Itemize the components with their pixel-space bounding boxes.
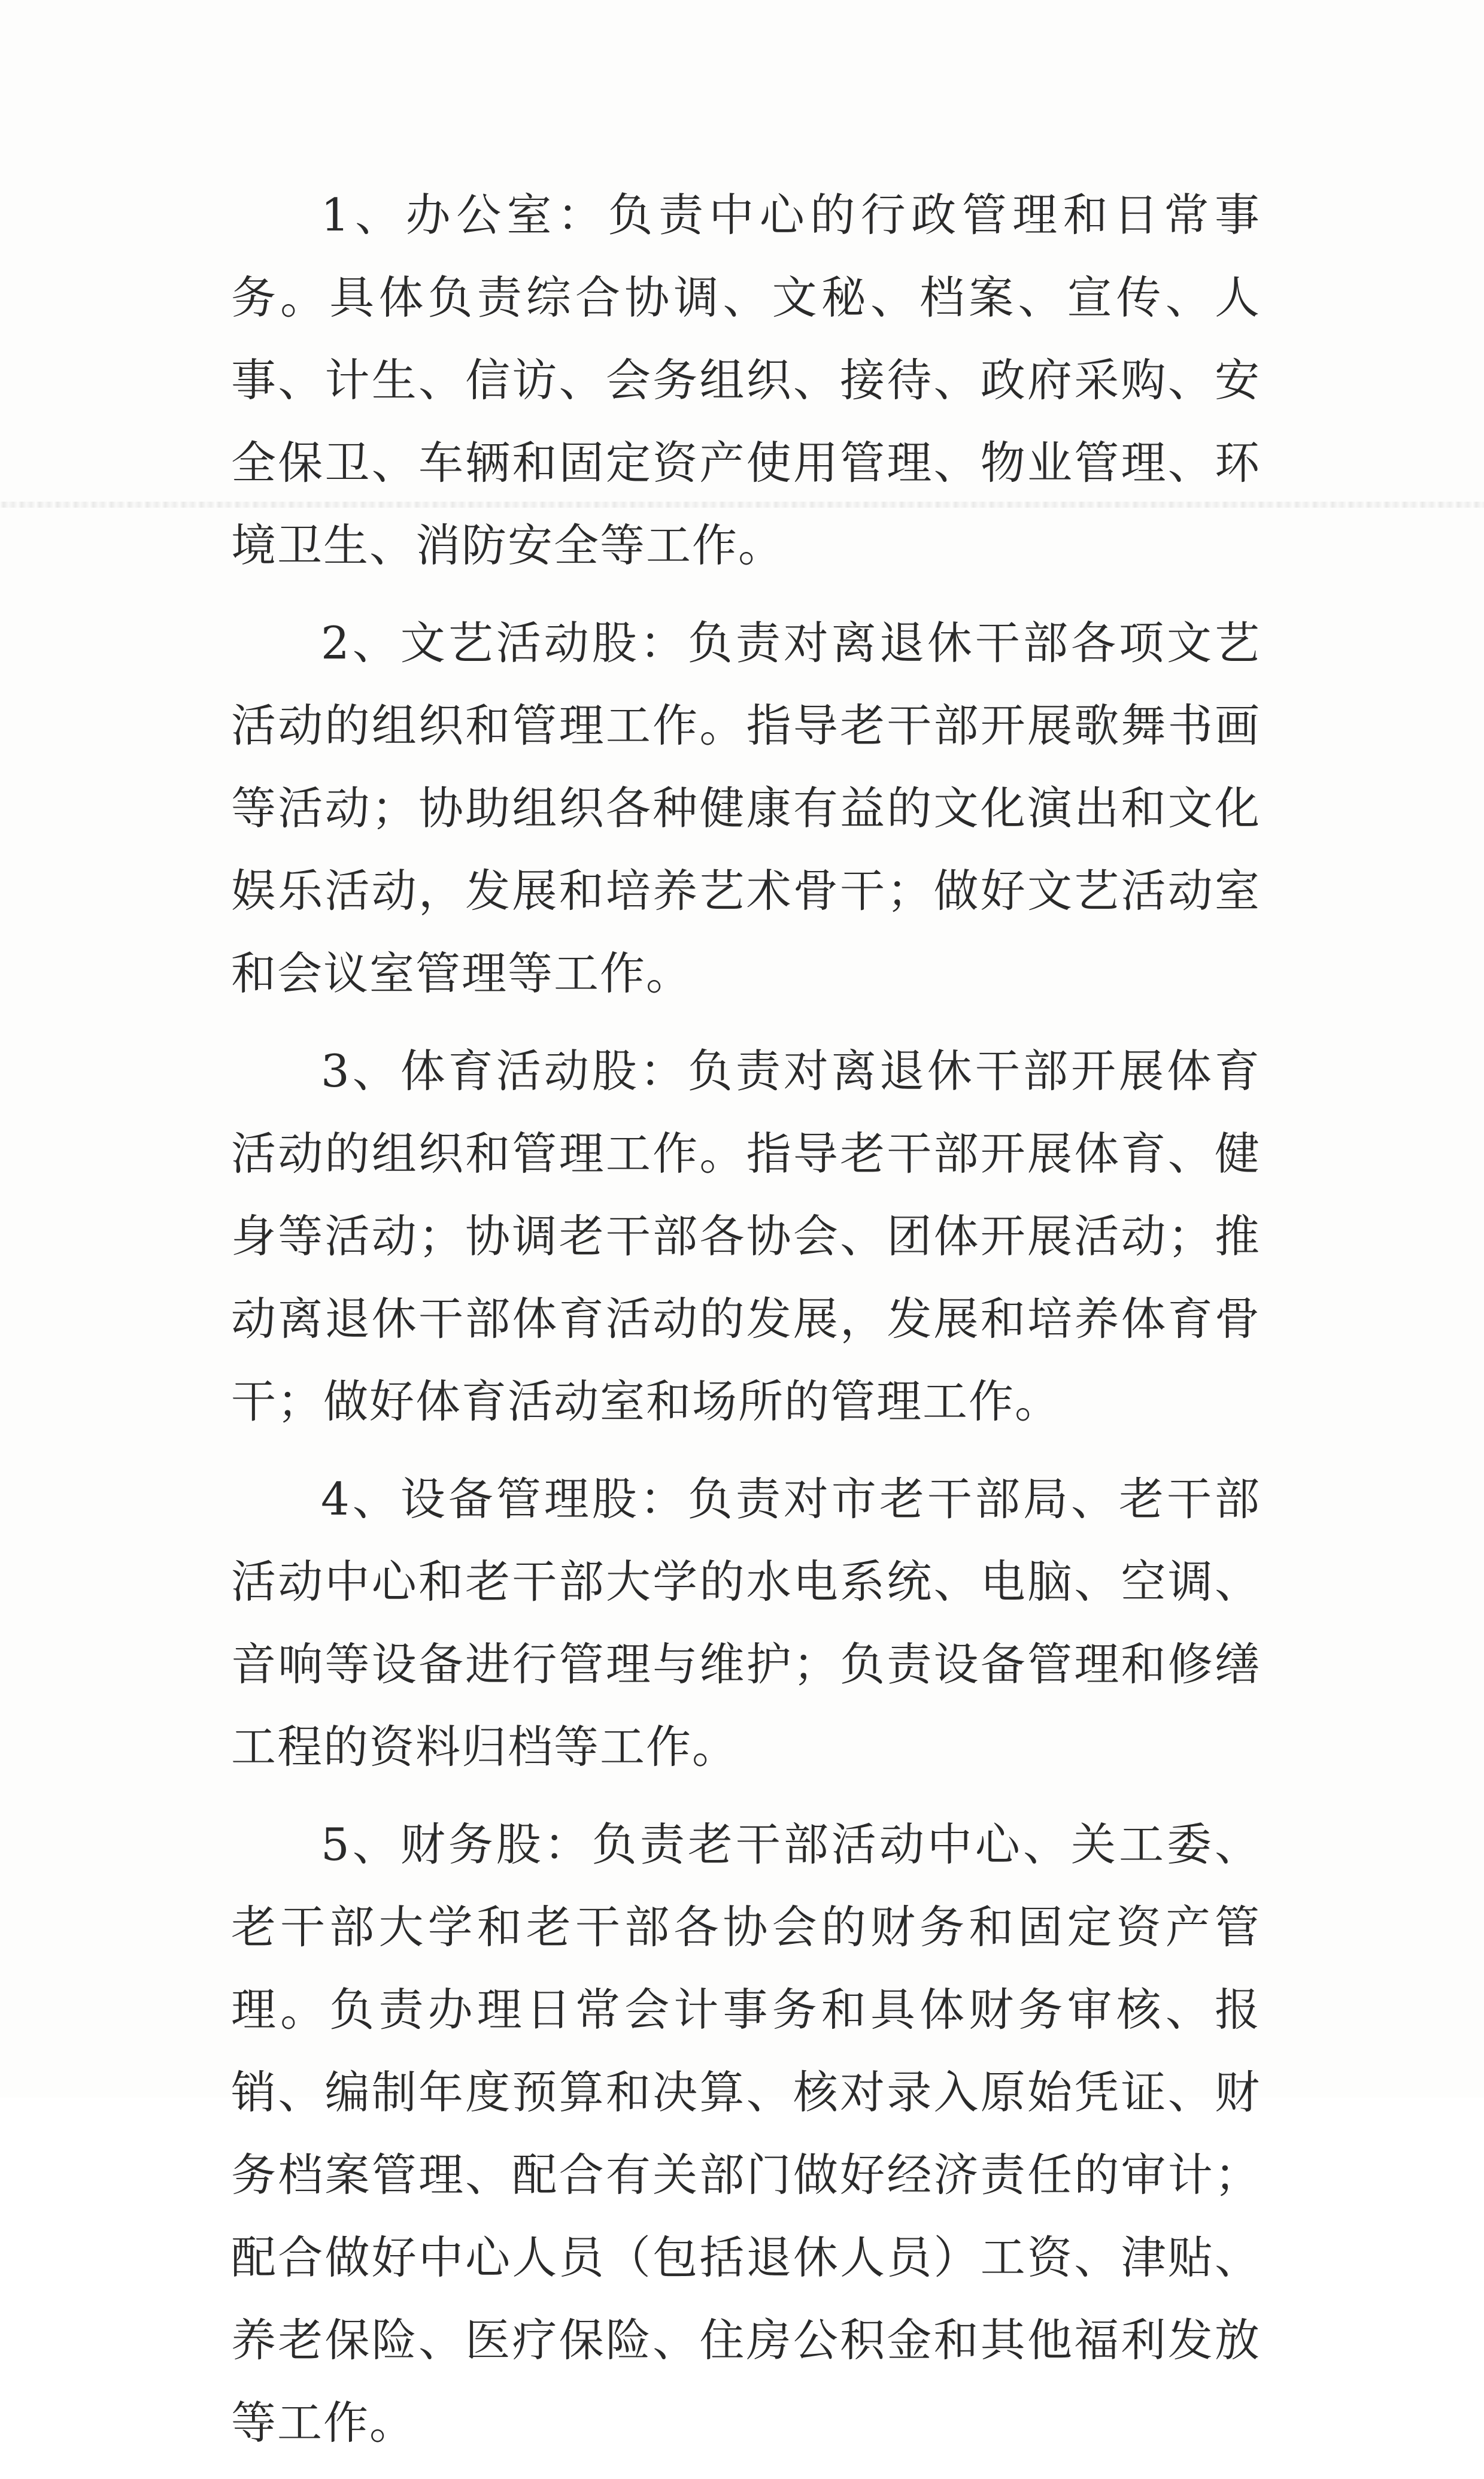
paragraph-office: 1、办公室：负责中心的行政管理和日常事务。具体负责综合协调、文秘、档案、宣传、人事、计生、信访、会务组织、接待、政府采购、安全保卫、车辆和固定资产使用管理、物业管理、环境卫生、消防安全等工作。	[231, 189, 1261, 572]
paragraph-equipment-section: 4、设备管理股：负责对市老干部局、老干部活动中心和老干部大学的水电系统、电脑、空调、音响等设备进行管理与维护；负责设备管理和修缮工程的资料归档等工作。	[231, 1473, 1261, 1773]
paragraph-sports-section: 3、体育活动股：负责对离退休干部开展体育活动的组织和管理工作。指导老干部开展体育、健身等活动；协调老干部各协会、团体开展活动；推动离退休干部体育活动的发展，发展和培养体育骨干；做好体育活动室和场所的管理工作。	[231, 1045, 1261, 1428]
paragraph-arts-section: 2、文艺活动股：负责对离退休干部各项文艺活动的组织和管理工作。指导老干部开展歌舞书画等活动；协助组织各种健康有益的文化演出和文化娱乐活动，发展和培养艺术骨干；做好文艺活动室和会议室管理等工作。	[231, 617, 1261, 1000]
document-body	[231, 174, 1261, 2479]
paragraph-finance-section: 5、财务股：负责老干部活动中心、关工委、老干部大学和老干部各协会的财务和固定资产管理。负责办理日常会计事务和具体财务审核、报销、编制年度预算和决算、核对录入原始凭证、财务档案管理、配合有关部门做好经济责任的审计；配合做好中心人员（包括退休人员）工资、津贴、养老保险、医疗保险、住房公积金和其他福利发放等工作。	[231, 1818, 1261, 2449]
